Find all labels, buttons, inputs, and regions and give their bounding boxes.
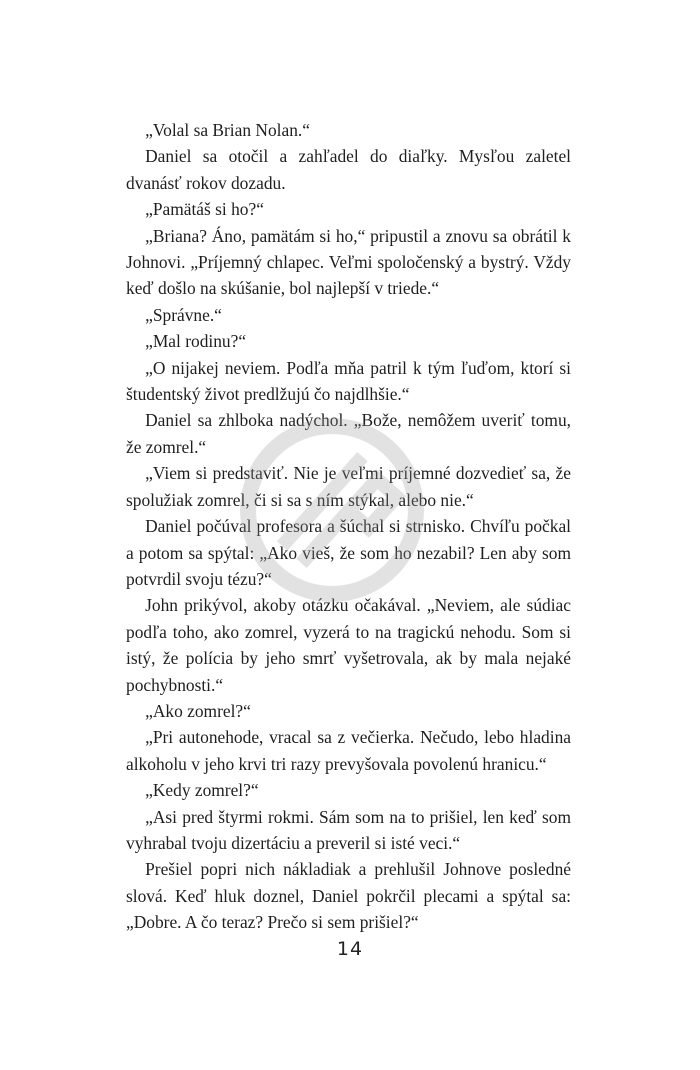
paragraph: Daniel sa zhlboka nadýchol. „Bože, nemôžem uveriť tomu, že zomrel.“: [126, 410, 571, 457]
paragraph: „Pamätáš si ho?“: [145, 199, 264, 220]
paragraph: „Volal sa Brian Nolan.“: [145, 120, 310, 140]
paragraph: Daniel počúval profesora a šúchal si strnisko. Chvíľu počkal a potom sa spýtal: „Ako vieš, že som ho nezabil? Len aby som potvrdil svoju tézu?“: [126, 516, 571, 589]
body-text: [126, 117, 571, 936]
paragraph: „Briana? Áno, pamätám si ho,“ pripustil a znovu sa obrátil k Johnovi. „Príjemný chlapec. Veľmi spoločenský a bystrý. Vždy keď došlo na skúšanie, bol najlepší v triede.“: [126, 225, 571, 299]
paragraph: Daniel sa otočil a zahľadel do diaľky. Mysľou zaletel dvanásť rokov dozadu.: [126, 146, 571, 193]
paragraph: „Asi pred štyrmi rokmi. Sám som na to prišiel, len keď som vyhrabal tvoju dizertáciu a preveril si isté veci.“: [126, 806, 571, 853]
paragraph: John prikývol, akoby otázku očakával. „Neviem, ale súdiac podľa toho, ako zomrel, vyzerá to na tragickú nehodu. Som si istý, že polícia by jeho smrť vyšetrovala, ak by mala nejaké pochybnosti.“: [126, 595, 571, 695]
paragraph: „Mal rodinu?“: [145, 331, 247, 352]
paragraph: „Kedy zomrel?“: [145, 780, 259, 801]
paragraph: Prešiel popri nich nákladiak a prehlušil Johnove posledné slová. Keď hluk doznel, Daniel pokrčil plecami a spýtal sa: „Dobre. A čo teraz? Prečo si sem prišiel?“: [126, 859, 571, 933]
paragraph: „Správne.“: [145, 304, 222, 325]
page-number: 14: [336, 938, 364, 960]
paragraph: „Ako zomrel?“: [145, 700, 251, 721]
paragraph: „Viem si predstaviť. Nie je veľmi príjemné dozvedieť sa, že spolužiak zomrel, či si sa s ním stýkal, alebo nie.“: [126, 463, 571, 510]
paragraph: „Pri autonehode, vracal sa z večierka. Nečudo, lebo hladina alkoholu v jeho krvi tri razy prevyšovala povolenú hranicu.“: [126, 727, 571, 774]
paragraph: „O nijakej neviem. Podľa mňa patril k tým ľuďom, ktorí si študentský život predlžujú čo najdlhšie.“: [126, 357, 571, 405]
